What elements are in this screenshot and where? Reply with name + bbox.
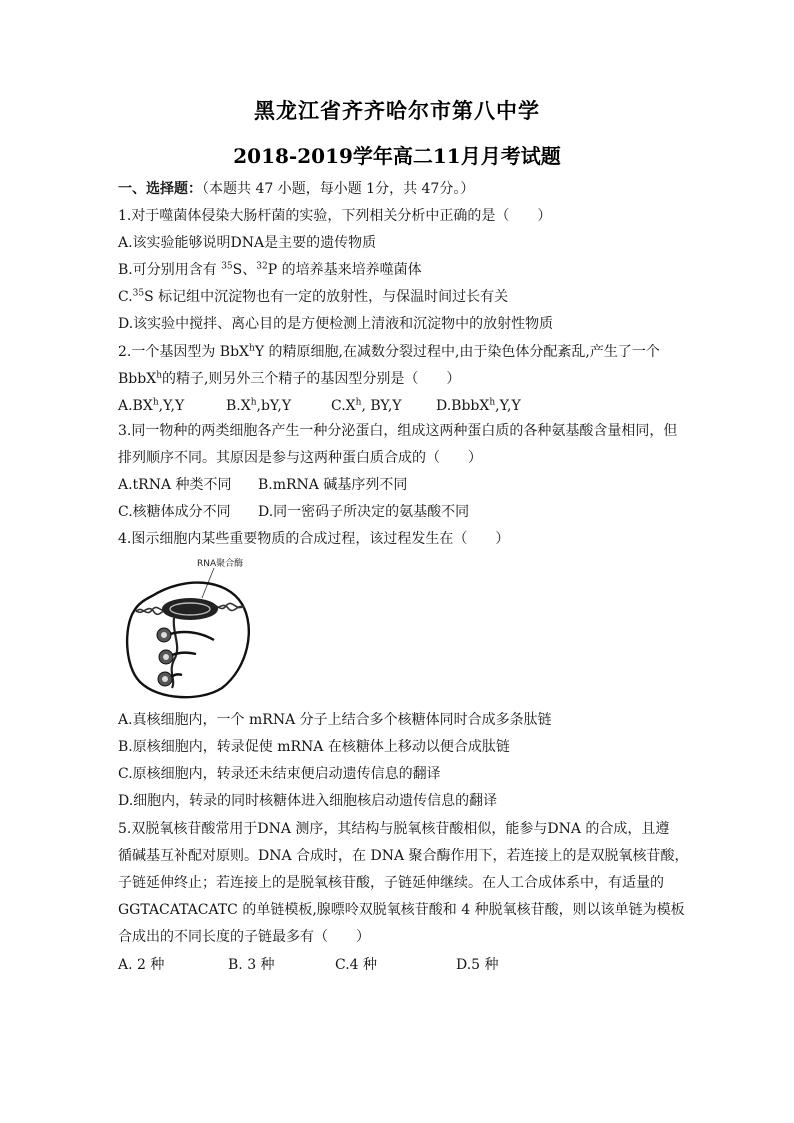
q4-stem: 4.图示细胞内某些重要物质的合成过程，该过程发生在（ ）: [118, 531, 510, 547]
ribosome-highlight: [163, 654, 169, 660]
q5-option-d: D.5 种: [456, 957, 499, 973]
q1-option-d: D.该实验中搅拌、离心目的是方便检测上清液和沉淀物中的放射性物质: [118, 316, 554, 332]
exam-title: 2018-2019学年高二11月月考试题: [233, 144, 561, 168]
q1-b-text: S、: [232, 262, 257, 278]
q3-option-c: C.核糖体成分不同: [118, 504, 231, 520]
ribosome-highlight: [162, 676, 168, 682]
q2-d-text: ,Y,Y: [495, 398, 521, 414]
q5-stem-line4: GGTACATACATC 的单链模板,腺嘌呤双脱氧核苷酸和 4 种脱氧核苷酸，则以该单链为模板: [118, 902, 685, 918]
q2-b-text: ,bY,Y: [256, 398, 292, 414]
q2-a-text: A.BX: [118, 398, 153, 414]
q1-c-text: C.: [118, 289, 133, 305]
section-heading: [118, 180, 474, 198]
q5-stem-line2: 循碱基互补配对原则。DNA 合成时，在 DNA 聚合酶作用下，若连接上的是双脱氧核苷酸，: [118, 848, 689, 864]
q5-stem-line5: 合成出的不同长度的子链最多有（ ）: [118, 929, 370, 945]
q1-option-b: [118, 261, 422, 279]
school-title: 黑龙江省齐齐哈尔市第八中学: [254, 98, 540, 123]
q4-option-a: A.真核细胞内，一个 mRNA 分子上结合多个核糖体同时合成多条肽链: [118, 712, 552, 728]
q1-option-c: [118, 288, 508, 306]
q2-text: 2.一个基因型为 BbX: [118, 344, 250, 360]
q2-option-d: [436, 397, 521, 415]
q2-b-sup: h: [250, 397, 257, 408]
q5-stem-line3: 子链延伸终止；若连接上的是脱氧核苷酸，子链延伸继续。在人工合成体系中，有适量的: [118, 875, 664, 891]
peptide-chain-3: [171, 674, 182, 677]
cell-diagram: [122, 556, 257, 704]
q1-option-a: A.该实验能够说明DNA是主要的遗传物质: [118, 235, 377, 251]
section-note: （本题共 47 小题，每小题 1分，共 47分。）: [202, 181, 475, 197]
q5-stem-line1: 5.双脱氧核苷酸常用于DNA 测序，其结构与脱氧核苷酸相似，能参与DNA 的合成，且遵: [118, 821, 670, 837]
q2-text: 的精子,则另外三个精子的基因型分别是（ ）: [161, 371, 461, 387]
q3-option-a: A.tRNA 种类不同: [118, 477, 232, 493]
q2-text: BbbX: [118, 371, 157, 387]
q4-option-b: B.原核细胞内，转录促使 mRNA 在核糖体上移动以便合成肽链: [118, 739, 510, 755]
q1-stem: 1.对于噬菌体侵染大肠杆菌的实验，下列相关分析中正确的是（ ）: [118, 208, 552, 224]
q2-c-sup: h: [355, 397, 362, 408]
q1-c-text: S 标记组中沉淀物也有一定的放射性，与保温时间过长有关: [144, 289, 509, 305]
q2-d-text: D.BbbX: [436, 398, 490, 414]
q2-c-text: , BY,Y: [361, 398, 402, 414]
q2-d-sup: h: [489, 397, 496, 408]
q4-option-c: C.原核细胞内，转录还未结束便启动遗传信息的翻译: [118, 766, 441, 782]
q2-option-b: [226, 397, 291, 415]
q1-b-text: P 的培养基来培养噬菌体: [267, 262, 422, 278]
q3-stem-line1: 3.同一物种的两类细胞各产生一种分泌蛋白，组成这两种蛋白质的各种氨基酸含量相同，但: [118, 423, 678, 439]
q5-option-c: C.4 种: [335, 957, 378, 973]
transcription-translation-figure: [122, 556, 257, 704]
q2-a-text: ,Y,Y: [158, 398, 185, 414]
q4-option-d: D.细胞内，转录的同时核糖体进入细胞核启动遗传信息的翻译: [118, 793, 498, 809]
q2-c-text: C.X: [331, 398, 356, 414]
q1-b-sup-p: 32: [256, 261, 268, 272]
q2-sup: h: [249, 343, 255, 354]
q5-option-a: A. 2 种: [118, 957, 165, 973]
peptide-chain-2: [172, 653, 196, 655]
q5-option-b: B. 3 种: [228, 957, 275, 973]
ribosome-highlight: [161, 632, 167, 638]
q2-stem-line2: [118, 370, 460, 388]
q3-option-d: D.同一密码子所决定的氨基酸不同: [258, 504, 470, 520]
q2-text: Y 的精原细胞,在减数分裂过程中,由于染色体分配紊乱,产生了一个: [254, 344, 660, 360]
q2-stem-line1: [118, 343, 660, 361]
q3-option-b: B.mRNA 碱基序列不同: [258, 477, 408, 493]
q1-c-sup: 35: [132, 288, 145, 299]
q2-option-a: [118, 397, 184, 415]
q1-b-text: B.可分别用含有: [118, 262, 222, 278]
q2-option-c: [331, 397, 402, 415]
section-label: 一、选择题：: [118, 181, 202, 197]
q2-sup: h: [156, 370, 162, 381]
q2-b-text: B.X: [226, 398, 251, 414]
q1-b-sup-s: 35: [221, 261, 233, 272]
q2-a-sup: h: [152, 397, 159, 408]
q3-stem-line2: 排列顺序不同。其原因是参与这两种蛋白质合成的（ ）: [118, 450, 482, 466]
rna-polymerase-label: RNA聚合酶: [197, 559, 244, 569]
